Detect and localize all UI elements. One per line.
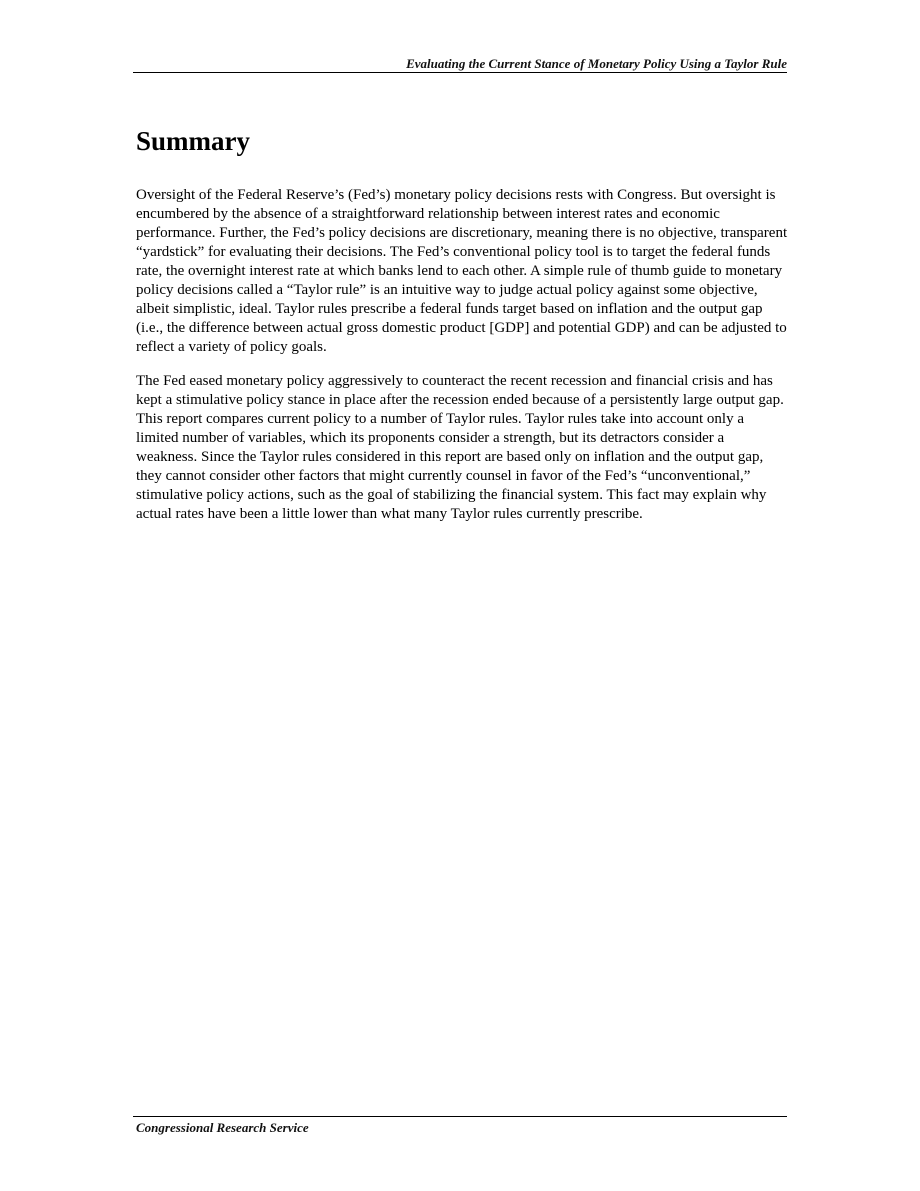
running-header: Evaluating the Current Stance of Monetary Policy Using a Taylor Rule — [406, 56, 787, 71]
page-body — [136, 122, 788, 539]
summary-paragraph-2: The Fed eased monetary policy aggressively to counteract the recent recession and financial crisis and has kept a stimulative policy stance in place after the recession ended because of a persistently large output gap. This report compares current policy to a number of Taylor rules. Taylor rules take into account only a limited number of variables, which its proponents consider a strength, but its detractors consider a weakness. Since the Taylor rules considered in this report are based only on inflation and the output gap, they cannot consider other factors that might currently counsel in favor of the Fed’s “unconventional,” stimulative policy actions, such as the goal of stabilizing the financial system. This fact may explain why actual rates have been a little lower than what many Taylor rules currently prescribe. — [136, 373, 784, 522]
footer-divider — [133, 1116, 787, 1117]
section-heading: Summary — [136, 126, 250, 156]
summary-paragraph-1: Oversight of the Federal Reserve’s (Fed’s) monetary policy decisions rests with Congress. But oversight is encumbered by the absence of a straightforward relationship between interest rates and economic performance. Further, the Fed’s policy decisions are discretionary, meaning there is no objective, transparent “yardstick” for evaluating their decisions. The Fed’s conventional policy tool is to target the federal funds rate, the overnight interest rate at which banks lend to each other. A simple rule of thumb guide to monetary policy decisions called a “Taylor rule” is an intuitive way to judge actual policy against some objective, albeit simplistic, ideal. Taylor rules prescribe a federal funds target based on inflation and the output gap (i.e., the difference between actual gross domestic product [GDP] and potential GDP) and can be adjusted to reflect a variety of policy goals. — [136, 187, 788, 355]
header-divider — [133, 72, 787, 73]
running-footer: Congressional Research Service — [136, 1120, 309, 1135]
